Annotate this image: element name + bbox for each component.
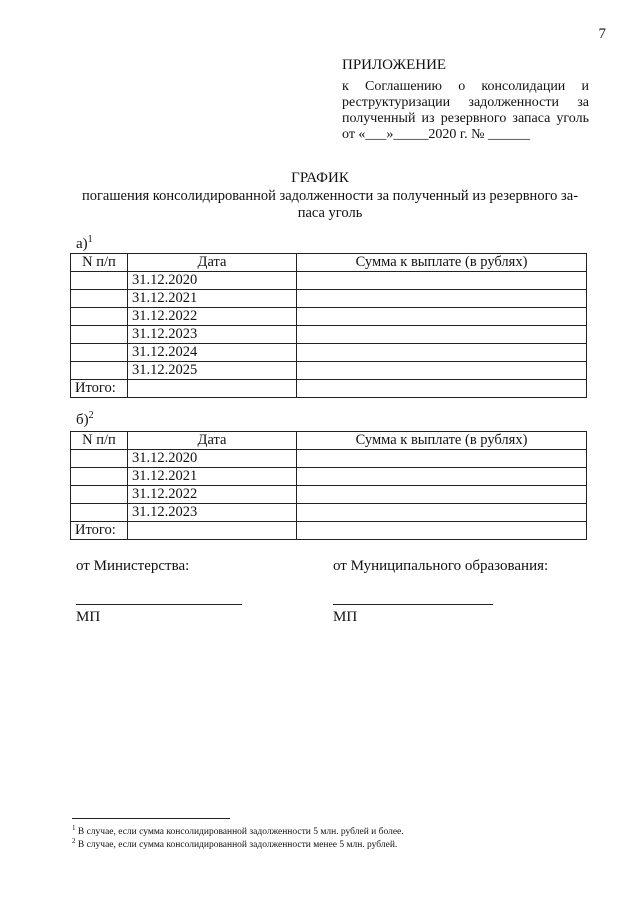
date-cell: 31.12.2022: [128, 486, 297, 504]
schedule-table-a: [70, 253, 587, 398]
footnote-1-text: В случае, если сумма консолидированной задолженности 5 млн. рублей и более.: [77, 827, 404, 838]
date-cell: 31.12.2022: [128, 308, 297, 326]
section-a-label: [76, 234, 93, 253]
ministry-stamp-label: МП: [76, 609, 101, 625]
municipality-signature-label: от Муниципального образования:: [333, 558, 549, 574]
appendix-title: ПРИЛОЖЕНИЕ: [342, 57, 447, 73]
table-header-row: [71, 254, 587, 272]
amount-cell: [297, 326, 587, 344]
amount-cell: [297, 272, 587, 290]
page-number: 7: [598, 26, 606, 42]
footnote-separator: [72, 818, 230, 819]
ministry-signature-label: от Министерства:: [76, 558, 190, 574]
date-cell: 31.12.2021: [128, 468, 297, 486]
table-row: [71, 344, 587, 362]
date-cell: 31.12.2021: [128, 290, 297, 308]
header-date: Дата: [128, 432, 297, 450]
ministry-signature-line: [76, 604, 242, 605]
table-row: [71, 450, 587, 468]
table-row: [71, 272, 587, 290]
section-b-letter: б): [76, 412, 89, 428]
amount-cell: [297, 344, 587, 362]
footnote-1: [72, 824, 404, 837]
total-row: [71, 522, 587, 540]
table-header-row: [71, 432, 587, 450]
date-cell: 31.12.2025: [128, 362, 297, 380]
amount-cell: [297, 290, 587, 308]
amount-cell: [297, 308, 587, 326]
amount-cell: [297, 468, 587, 486]
header-amount: Сумма к выплате (в рублях): [297, 432, 587, 450]
table-row: [71, 504, 587, 522]
appendix-text: к Соглашению о консолидации и реструктуризации задолженности за полученный из резервного запаса уголь от «___»_____2020 г. № ______: [342, 79, 589, 142]
total-label: Итого:: [71, 380, 128, 398]
header-date: Дата: [128, 254, 297, 272]
amount-cell: [297, 504, 587, 522]
footnote-1-mark: 1: [72, 824, 76, 832]
amount-cell: [297, 362, 587, 380]
section-a-letter: а): [76, 236, 88, 252]
header-num: N п/п: [71, 254, 128, 272]
section-a-footnote-mark: 1: [87, 234, 93, 245]
footnote-2-mark: 2: [72, 837, 76, 845]
schedule-title: ГРАФИК: [291, 170, 349, 186]
municipality-signature-line: [333, 604, 493, 605]
total-label: Итого:: [71, 522, 128, 540]
amount-cell: [297, 486, 587, 504]
municipality-stamp-label: МП: [333, 609, 358, 625]
table-row: [71, 326, 587, 344]
section-b-footnote-mark: 2: [88, 410, 94, 421]
schedule-table-b: [70, 431, 587, 540]
date-cell: 31.12.2020: [128, 450, 297, 468]
table-row: [71, 486, 587, 504]
total-amount-cell: [297, 522, 587, 540]
table-row: [71, 362, 587, 380]
footnote-2-text: В случае, если сумма консолидированной задолженности менее 5 млн. рублей.: [77, 840, 398, 851]
table-row: [71, 468, 587, 486]
header-num: N п/п: [71, 432, 128, 450]
date-cell: 31.12.2023: [128, 504, 297, 522]
table-row: [71, 308, 587, 326]
total-row: [71, 380, 587, 398]
header-amount: Сумма к выплате (в рублях): [297, 254, 587, 272]
amount-cell: [297, 450, 587, 468]
section-b-label: [76, 410, 94, 429]
date-cell: 31.12.2023: [128, 326, 297, 344]
schedule-subtitle: погашения консолидированной задолженности за полученный из резервного за-паса уголь: [81, 188, 579, 221]
footnote-2: [72, 837, 397, 850]
total-amount-cell: [297, 380, 587, 398]
date-cell: 31.12.2020: [128, 272, 297, 290]
table-row: [71, 290, 587, 308]
date-cell: 31.12.2024: [128, 344, 297, 362]
